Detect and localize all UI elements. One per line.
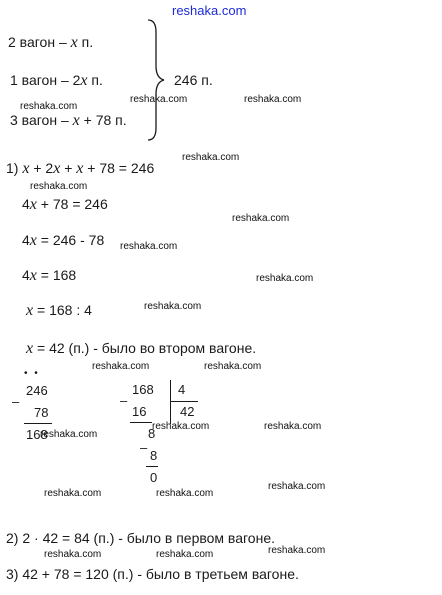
setup-line-1-var: x — [70, 34, 78, 51]
setup-line-1-prefix: 2 вагон – — [8, 34, 67, 50]
step1-equation-1 — [6, 160, 154, 178]
eq4-var: x — [29, 267, 37, 284]
division-quotient: 42 — [180, 404, 195, 419]
eq4-coef: 4 — [22, 267, 30, 283]
eq1-d: + — [64, 160, 73, 176]
curly-brace-icon — [146, 18, 166, 142]
division-minus-2: – — [140, 440, 148, 455]
division-rule-1 — [130, 422, 152, 423]
watermark: reshaka.com — [92, 361, 150, 372]
watermark: reshaka.com — [152, 421, 210, 432]
subtraction-minuend: 246 — [26, 383, 48, 398]
setup-line-3 — [10, 112, 127, 130]
eq1-f: + 78 = 246 — [87, 160, 155, 176]
step2-text: 2) 2 · 42 = 84 (п.) - было в первом вагоне. — [6, 530, 275, 546]
watermark: reshaka.com — [144, 301, 202, 312]
watermark: reshaka.com — [268, 481, 326, 492]
eq3-rest: = 246 - 78 — [40, 232, 105, 248]
eq1-var-e: x — [76, 160, 84, 177]
eq1-var-c: x — [53, 160, 61, 177]
eq5-rest: = 168 : 4 — [37, 302, 92, 318]
eq1-var-a: x — [22, 160, 30, 177]
watermark: reshaka.com — [20, 101, 78, 112]
division-divisor: 4 — [178, 382, 186, 397]
subtraction-rule — [24, 423, 52, 424]
division-remainder-2: 0 — [150, 470, 158, 485]
watermark: reshaka.com — [232, 213, 290, 224]
setup-line-2-prefix: 1 вагон – — [10, 72, 69, 88]
step1-label: 1) — [6, 160, 19, 176]
watermark: reshaka.com — [156, 549, 214, 560]
step1-equation-3 — [22, 232, 104, 250]
division-partial-2: 8 — [150, 448, 158, 463]
eq3-coef: 4 — [22, 232, 30, 248]
watermark: reshaka.com — [256, 273, 314, 284]
watermark: reshaka.com — [30, 181, 88, 192]
setup-total: 246 п. — [174, 72, 213, 88]
header-watermark: reshaka.com — [172, 3, 247, 18]
setup-line-2-var: x — [80, 72, 88, 89]
watermark: reshaka.com — [244, 94, 302, 105]
eq2-var: x — [29, 196, 37, 213]
eq6-rest: = 42 (п.) - было во втором вагоне. — [37, 340, 257, 356]
setup-line-1-suffix: п. — [81, 34, 94, 50]
setup-line-3-prefix: 3 вагон – — [10, 112, 69, 128]
watermark: reshaka.com — [204, 361, 262, 372]
watermark: reshaka.com — [264, 421, 322, 432]
watermark: reshaka.com — [44, 488, 102, 499]
watermark: reshaka.com — [44, 549, 102, 560]
division-minus-1: – — [120, 393, 128, 408]
step1-equation-2 — [22, 196, 108, 214]
division-partial-1: 16 — [132, 404, 147, 419]
setup-line-2-suffix: п. — [91, 72, 103, 88]
step3-text: 3) 42 + 78 = 120 (п.) - было в третьем вагоне. — [6, 566, 299, 582]
division-remainder-1: 8 — [148, 426, 156, 441]
setup-line-3-var: x — [72, 112, 80, 129]
eq4-rest: = 168 — [40, 267, 77, 283]
setup-line-2 — [10, 72, 103, 90]
eq6-var: x — [26, 340, 34, 357]
watermark: reshaka.com — [130, 94, 188, 105]
eq1-b: + 2 — [33, 160, 54, 176]
watermark: reshaka.com — [268, 545, 326, 556]
step1-equation-6 — [26, 340, 256, 358]
subtraction-minus: – — [12, 394, 20, 409]
setup-line-2-coef: 2 — [72, 72, 81, 88]
eq2-coef: 4 — [22, 196, 30, 212]
step1-equation-5 — [26, 302, 92, 320]
step1-equation-4 — [22, 267, 76, 285]
eq3-var: x — [29, 232, 37, 249]
eq5-var: x — [26, 302, 34, 319]
eq2-rest: + 78 = 246 — [40, 196, 108, 212]
subtraction-subtrahend: 78 — [34, 405, 49, 420]
setup-line-3-suffix: + 78 п. — [83, 112, 127, 128]
carry-dots: • • — [24, 368, 40, 379]
watermark: reshaka.com — [120, 241, 178, 252]
division-rule-2 — [146, 466, 158, 467]
watermark: reshaka.com — [182, 152, 240, 163]
setup-line-1 — [8, 34, 93, 52]
watermark: reshaka.com — [156, 488, 214, 499]
division-dividend: 168 — [132, 382, 154, 397]
watermark: reshaka.com — [40, 429, 98, 440]
division-quotient-rule — [170, 401, 198, 402]
division-vertical-rule — [170, 380, 171, 424]
subtraction-result: 168 — [26, 427, 48, 442]
